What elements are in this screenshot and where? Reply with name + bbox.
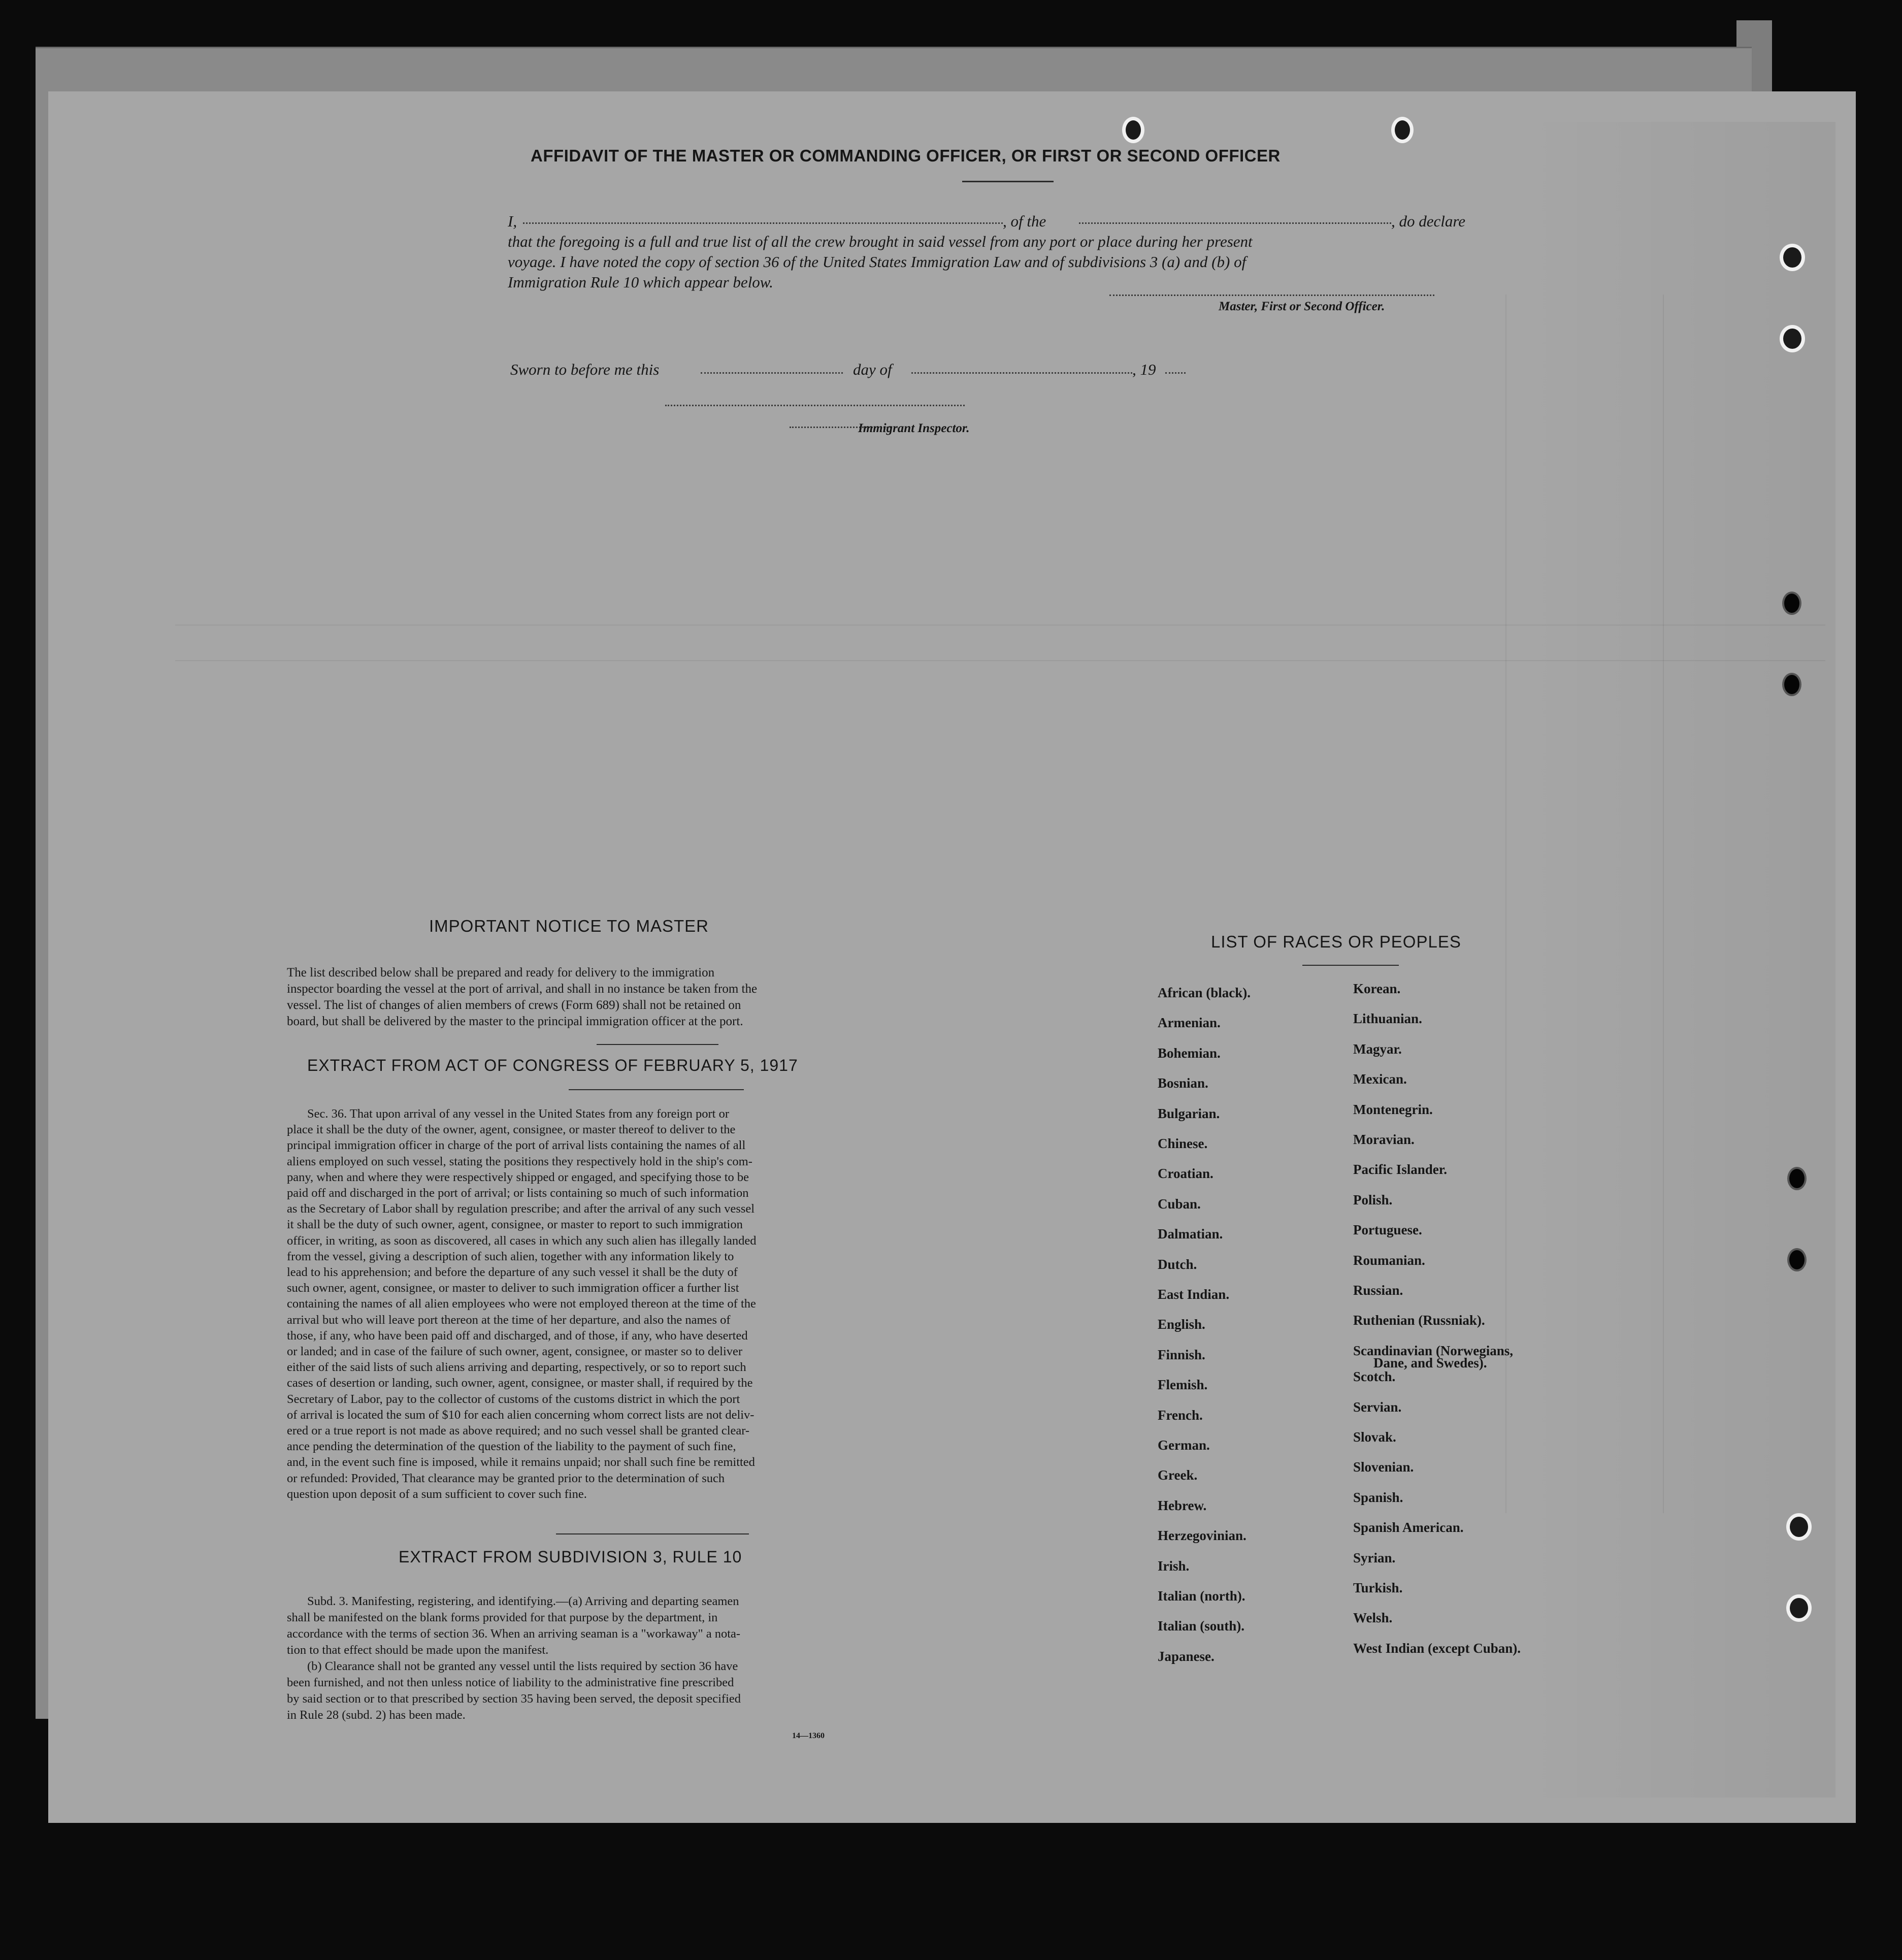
text-line: Secretary of Labor, pay to the collector of customs of the customs district in which the port bbox=[287, 1392, 740, 1406]
race-item: Pacific Islander. bbox=[1353, 1162, 1447, 1178]
text-line: those, if any, who have been paid off and discharged, and of those, if any, who have deserted bbox=[287, 1328, 748, 1343]
race-item: Flemish. bbox=[1158, 1377, 1208, 1393]
text-line: or landed; and in case of the failure of such owner, agent, consignee, or master so to deliver bbox=[287, 1345, 743, 1358]
race-item: Dane, and Swedes). bbox=[1373, 1355, 1487, 1370]
race-item: Hebrew. bbox=[1158, 1497, 1207, 1513]
text-line: ered or a true report is not made as above required; and no such vessel shall be granted clear- bbox=[287, 1424, 750, 1438]
race-item: Bosnian. bbox=[1158, 1075, 1208, 1091]
text-line: containing the names of all alien employees who were not employed thereon at the time of the bbox=[287, 1297, 756, 1311]
text-line: shall be manifested on the blank forms provided for that purpose by the department, in bbox=[287, 1611, 718, 1624]
race-item: Armenian. bbox=[1158, 1015, 1221, 1031]
affidavit-line2: that the foregoing is a full and true list of all the crew brought in said vessel from any port or place during her present bbox=[508, 233, 1253, 250]
document-page bbox=[48, 91, 1856, 1823]
race-item: Croatian. bbox=[1158, 1166, 1214, 1182]
text-line: such owner, agent, consignee, or master to deliver to such immigration officer a further list bbox=[287, 1281, 739, 1295]
race-item: Italian (north). bbox=[1158, 1588, 1245, 1604]
race-item: Slovenian. bbox=[1353, 1459, 1414, 1475]
race-item: Welsh. bbox=[1353, 1610, 1393, 1626]
notice-line3: vessel. The list of changes of alien members of crews (Form 689) shall not be retained on bbox=[287, 998, 741, 1012]
race-item: Bohemian. bbox=[1158, 1045, 1221, 1061]
text-line: it shall be the duty of such owner, agent, consignee, or master to report to such immigration bbox=[287, 1218, 743, 1232]
text-line: tion to that effect should be made upon the manifest. bbox=[287, 1643, 549, 1657]
vessel-name-field[interactable] bbox=[1079, 222, 1391, 224]
race-item: Montenegrin. bbox=[1353, 1101, 1433, 1117]
text-line: from the vessel, giving a description of such alien, together with any information likely to bbox=[287, 1249, 734, 1263]
race-item: Finnish. bbox=[1158, 1347, 1205, 1362]
race-item: French. bbox=[1158, 1407, 1203, 1423]
race-item: Spanish American. bbox=[1353, 1520, 1464, 1536]
text-line: (b) Clearance shall not be granted any vessel until the lists required by section 36 have bbox=[307, 1659, 738, 1673]
master-signature-caption: Master, First or Second Officer. bbox=[1219, 300, 1385, 313]
title-underline bbox=[962, 181, 1054, 182]
text-line: question upon deposit of a sum sufficient to cover such fine. bbox=[287, 1487, 587, 1501]
notice-title: IMPORTANT NOTICE TO MASTER bbox=[429, 917, 709, 935]
text-line: pany, when and where they were respectively shipped or engaged, and specifying those to be bbox=[287, 1170, 749, 1184]
notice-line1: The list described below shall be prepared and ready for delivery to the immigration bbox=[287, 966, 715, 979]
race-item: African (black). bbox=[1158, 985, 1251, 1000]
race-item: English. bbox=[1158, 1317, 1205, 1332]
affidavit-of-the: , of the bbox=[1003, 212, 1046, 230]
race-item: Spanish. bbox=[1353, 1489, 1403, 1505]
text-line: and, in the event such fine is imposed, while it remains unpaid; nor shall such fine be remitted bbox=[287, 1455, 755, 1469]
race-item: Cuban. bbox=[1158, 1196, 1201, 1212]
text-line: officer, in writing, as soon as discovered, all cases in which any such alien has illegally landed bbox=[287, 1233, 757, 1248]
text-line: by said section or to that prescribed by section 35 having been served, the deposit specified bbox=[287, 1692, 741, 1706]
race-item: Russian. bbox=[1353, 1283, 1403, 1298]
text-line: place it shall be the duty of the owner, agent, consignee, or master thereof to deliver to the bbox=[287, 1123, 736, 1137]
notice-divider bbox=[597, 1044, 718, 1045]
text-line: accordance with the terms of section 36. When an arriving seaman is a "workaway" a nota- bbox=[287, 1627, 741, 1641]
notice-line4: board, but shall be delivered by the master to the principal immigration officer at the port. bbox=[287, 1015, 743, 1028]
race-item: East Indian. bbox=[1158, 1287, 1230, 1302]
affidavit-i: I, bbox=[508, 212, 517, 230]
text-line: Sec. 36. That upon arrival of any vessel in the United States from any foreign port or bbox=[307, 1107, 729, 1121]
text-line: either of the said lists of such aliens arriving and departing, respectively, or so to report such bbox=[287, 1360, 746, 1375]
race-item: West Indian (except Cuban). bbox=[1353, 1640, 1521, 1656]
text-line: paid off and discharged in the port of arrival; or lists containing so much of such information bbox=[287, 1186, 749, 1200]
affidavit-line4: Immigration Rule 10 which appear below. bbox=[508, 273, 773, 291]
sworn-year-field[interactable] bbox=[1165, 372, 1186, 374]
affidavit-declare: , do declare bbox=[1391, 212, 1466, 230]
text-line: in Rule 28 (subd. 2) has been made. bbox=[287, 1708, 466, 1722]
race-item: Irish. bbox=[1158, 1558, 1190, 1574]
race-item: Lithuanian. bbox=[1353, 1011, 1422, 1027]
race-item: Servian. bbox=[1353, 1399, 1402, 1415]
inspector-signature-field[interactable] bbox=[665, 405, 965, 406]
text-line: cases of desertion or landing, such owner, agent, consignee, or master shall, if required by the bbox=[287, 1376, 753, 1390]
races-title-underline bbox=[1302, 965, 1399, 966]
day-of-text: day of bbox=[853, 361, 892, 378]
sworn-day-field[interactable] bbox=[701, 372, 843, 374]
text-line: aliens employed on such vessel, stating the positions they respectively hold in the ship's com- bbox=[287, 1154, 752, 1168]
sworn-month-field[interactable] bbox=[911, 372, 1132, 374]
races-title: LIST OF RACES OR PEOPLES bbox=[1211, 932, 1461, 951]
master-signature-field[interactable] bbox=[1109, 295, 1434, 296]
race-item: Moravian. bbox=[1353, 1132, 1415, 1147]
act-title: EXTRACT FROM ACT OF CONGRESS OF FEBRUARY 5, 1917 bbox=[307, 1056, 798, 1074]
race-item: Turkish. bbox=[1353, 1580, 1403, 1595]
race-item: Magyar. bbox=[1353, 1041, 1402, 1057]
race-item: Dalmatian. bbox=[1158, 1226, 1223, 1242]
affidavit-title: AFFIDAVIT OF THE MASTER OR COMMANDING OFFICER, OR FIRST OR SECOND OFFICER bbox=[531, 146, 1281, 165]
race-item: Bulgarian. bbox=[1158, 1105, 1220, 1121]
year-text: , 19 bbox=[1132, 361, 1156, 378]
race-item: Roumanian. bbox=[1353, 1252, 1425, 1268]
text-line: of arrival is located the sum of $10 for each alien concerning whom correct lists are not deliv- bbox=[287, 1408, 755, 1422]
race-item: Polish. bbox=[1353, 1192, 1393, 1207]
race-item: Japanese. bbox=[1158, 1648, 1215, 1664]
race-item: Herzegovinian. bbox=[1158, 1528, 1247, 1544]
master-name-field[interactable] bbox=[523, 222, 1003, 224]
race-item: Slovak. bbox=[1353, 1429, 1396, 1445]
race-item: Italian (south). bbox=[1158, 1618, 1245, 1634]
text-line: lead to his apprehension; and before the departure of any such vessel it shall be the duty of bbox=[287, 1265, 738, 1279]
act-divider bbox=[556, 1533, 749, 1534]
notice-line2: inspector boarding the vessel at the port of arrival, and shall in no instance be taken from the bbox=[287, 982, 758, 996]
race-item: Greek. bbox=[1158, 1467, 1198, 1483]
rule-title: EXTRACT FROM SUBDIVISION 3, RULE 10 bbox=[399, 1548, 742, 1566]
race-item: Korean. bbox=[1353, 981, 1401, 996]
act-title-underline bbox=[569, 1089, 744, 1090]
race-item: Syrian. bbox=[1353, 1550, 1396, 1565]
race-item: Chinese. bbox=[1158, 1136, 1208, 1151]
text-line: arrival but who will leave port thereon at the time of her departure, and also the names of bbox=[287, 1313, 731, 1327]
affidavit-line3: voyage. I have noted the copy of section 36 of the United States Immigration Law and of subdivisions 3 (a) and (b) of bbox=[508, 253, 1247, 271]
race-item: Ruthenian (Russniak). bbox=[1353, 1313, 1485, 1328]
race-item: Scotch. bbox=[1353, 1369, 1396, 1385]
text-line: Subd. 3. Manifesting, registering, and identifying.—(a) Arriving and departing seamen bbox=[307, 1594, 739, 1608]
text-line: or refunded: Provided, That clearance may be granted prior to the determination of such bbox=[287, 1471, 725, 1485]
race-item: Portuguese. bbox=[1353, 1222, 1422, 1238]
text-line: ance pending the determination of the question of the liability to the payment of such fine, bbox=[287, 1440, 736, 1454]
race-item: Dutch. bbox=[1158, 1256, 1197, 1272]
sworn-text: Sworn to before me this bbox=[510, 361, 660, 378]
text-line: as the Secretary of Labor shall by regulation prescribe; and after the arrival of any such vessel bbox=[287, 1202, 755, 1216]
race-item: Mexican. bbox=[1353, 1071, 1407, 1087]
text-line: principal immigration officer in charge of the port of arrival lists containing the names of all bbox=[287, 1138, 746, 1153]
inspector-caption: Immigrant Inspector. bbox=[858, 421, 970, 435]
race-item: German. bbox=[1158, 1438, 1210, 1453]
text-line: been furnished, and not then unless notice of liability to the administrative fine prescribed bbox=[287, 1676, 734, 1689]
form-number: 14—1360 bbox=[792, 1732, 825, 1740]
race-item: Scandinavian (Norwegians, bbox=[1353, 1343, 1514, 1358]
